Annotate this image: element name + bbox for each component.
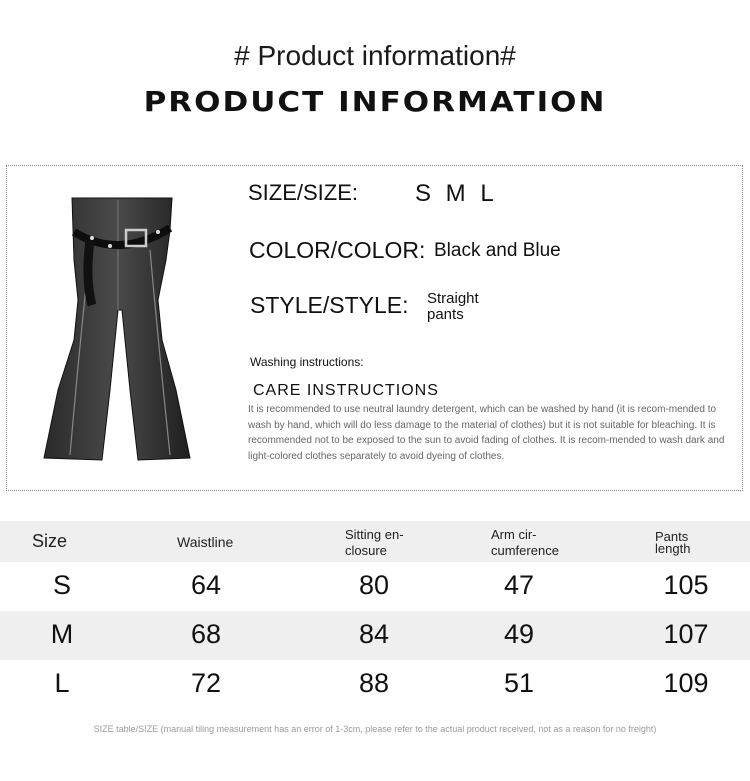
style-value-line1: Straight <box>427 290 479 307</box>
table-row <box>0 562 750 611</box>
color-label: COLOR/COLOR: <box>249 237 426 263</box>
header-pants-1: Pants <box>655 529 689 544</box>
care-heading: CARE INSTRUCTIONS <box>253 382 439 399</box>
style-value-line2: pants <box>427 306 464 323</box>
cell-sitting: 80 <box>358 570 390 600</box>
size-label: SIZE/SIZE: <box>248 180 359 205</box>
washing-label: Washing instructions: <box>250 355 364 369</box>
cell-waistline: 64 <box>190 570 222 600</box>
cell-pants: 109 <box>663 668 709 698</box>
cell-size: S <box>52 570 71 600</box>
cell-pants: 105 <box>663 570 709 600</box>
header-arm-2: cumference <box>491 543 559 558</box>
flared-pants-image <box>30 190 210 470</box>
cell-pants: 107 <box>663 619 709 649</box>
header-arm-1: Arm cir- <box>491 527 537 542</box>
table-row <box>0 611 750 660</box>
header-sitting-2: closure <box>345 543 387 558</box>
table-header-row <box>0 521 750 562</box>
cell-arm: 51 <box>503 668 535 698</box>
footnote: SIZE table/SIZE (manual tiling measurement has an error of 1-3cm, please refer to the actual product received, not as a reason for no freight) <box>93 724 657 734</box>
cell-sitting: 88 <box>358 668 390 698</box>
style-label: STYLE/STYLE: <box>250 292 409 318</box>
cell-waistline: 68 <box>190 619 222 649</box>
cell-arm: 49 <box>503 619 535 649</box>
cell-sitting: 84 <box>358 619 390 649</box>
size-table <box>0 521 750 709</box>
header-size: Size <box>32 531 68 551</box>
cell-size: L <box>54 668 70 698</box>
header-waistline: Waistline <box>177 534 234 550</box>
cell-size: M <box>50 619 74 649</box>
page-subtitle: # Product information# <box>234 40 516 71</box>
page-title: PRODUCT INFORMATION <box>143 85 607 119</box>
table-row <box>0 660 750 709</box>
header-sitting-1: Sitting en- <box>345 527 404 542</box>
color-value: Black and Blue <box>434 240 561 261</box>
care-text: It is recommended to use neutral laundry detergent, which can be washed by hand (it is recom-mended to wash by hand, which will do less damage to the material of clothes) but it is not suitable for bleaching. It is recommended not to be exposed to the sun to avoid fading of clothes. It is recom-mended to wash dark and light-colored clothes separately to avoid dyeing of clothes. <box>248 404 725 462</box>
cell-waistline: 72 <box>190 668 222 698</box>
cell-arm: 47 <box>503 570 535 600</box>
header-pants-2: length <box>655 541 691 556</box>
size-value: S M L <box>415 180 498 207</box>
